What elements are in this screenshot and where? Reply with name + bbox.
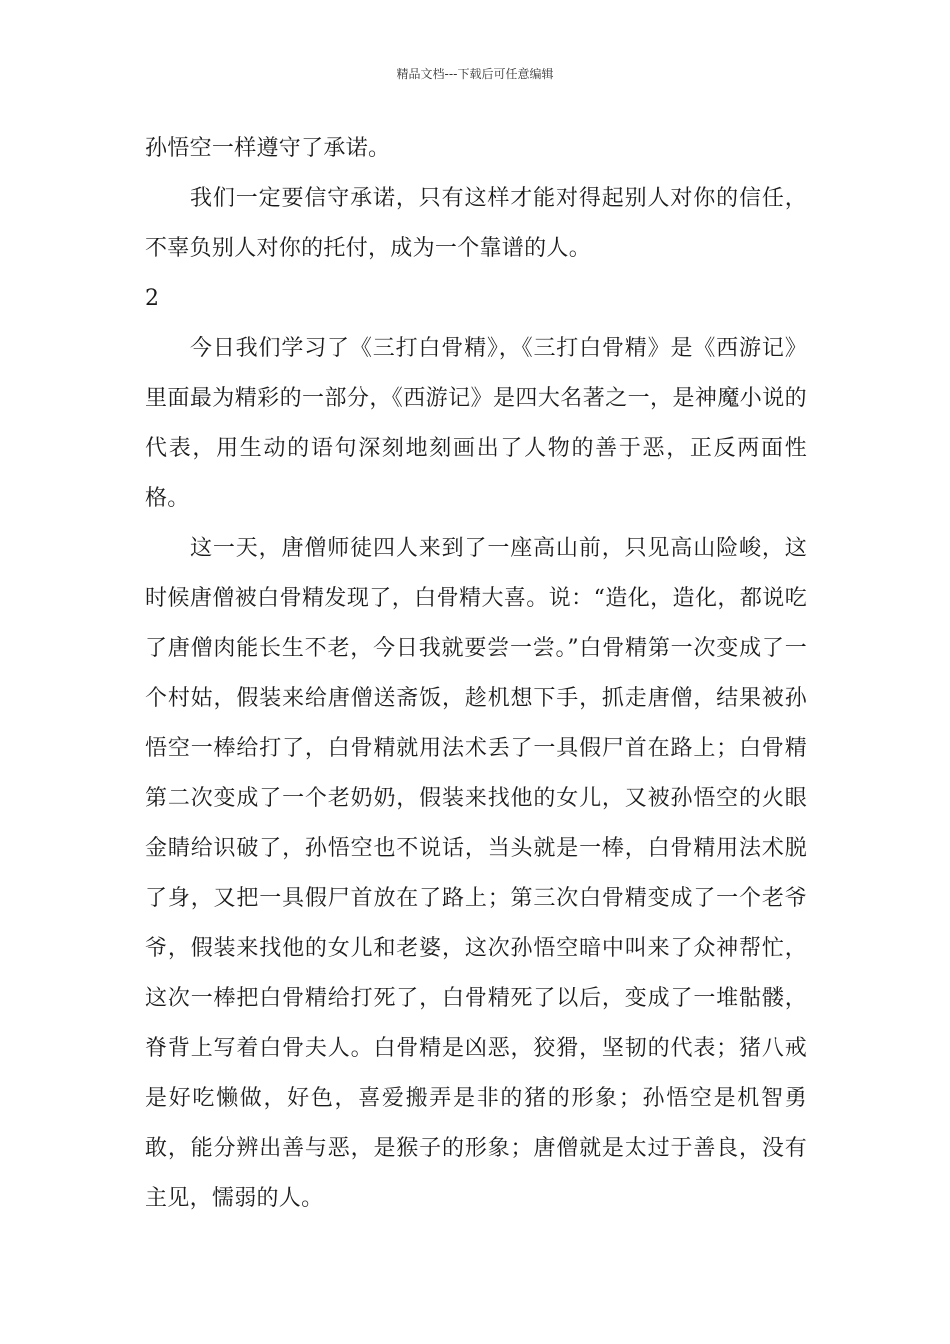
section-number: 2 [145,286,159,311]
paragraph-story: 这一天，唐僧师徒四人来到了一座高山前，只见高山险峻，这时候唐僧被白骨精发现了，白骨精大喜。说：“造化，造化，都说吃了唐僧肉能长生不老，今日我就要尝一尝。”白骨精第一次变成了一个村姑，假装来给唐僧送斋饭，趁机想下手，抓走唐僧，结果被孙悟空一棒给打了，白骨精就用法术丢了一具假尸首在路上；白骨精第二次变成了一个老奶奶，假装来找他的女儿，又被孙悟空的火眼金睛给识破了，孙悟空也不说话，当头就是一棒，白骨精用法术脱了身，又把一具假尸首放在了路上；第三次白骨精变成了一个老爷爷，假装来找他的女儿和老婆，这次孙悟空暗中叫来了众神帮忙，这次一棒把白骨精给打死了，白骨精死了以后，变成了一堆骷髅，脊背上写着白骨夫人。白骨精是凶恶，狡猾，坚韧的代表；猪八戒是好吃懒做，好色，喜爱搬弄是非的猪的形象；孙悟空是机智勇敢，能分辨出善与恶，是猴子的形象；唐僧就是太过于善良，没有主见，懦弱的人。 [145,536,807,1211]
page-header: 精品文档---下载后可任意编辑 [396,67,554,81]
paragraph-conclusion: 我们一定要信守承诺，只有这样才能对得起别人对你的信任，不辜负别人对你的托付，成为一个靠谱的人。 [145,186,807,261]
document-body [145,124,807,1224]
paragraph-continuation: 孙悟空一样遵守了承诺。 [145,136,391,161]
paragraph-intro: 今日我们学习了《三打白骨精》，《三打白骨精》是《西游记》里面最为精彩的一部分，《西游记》是四大名著之一，是神魔小说的代表，用生动的语句深刻地刻画出了人物的善于恶，正反两面性格。 [145,336,807,511]
